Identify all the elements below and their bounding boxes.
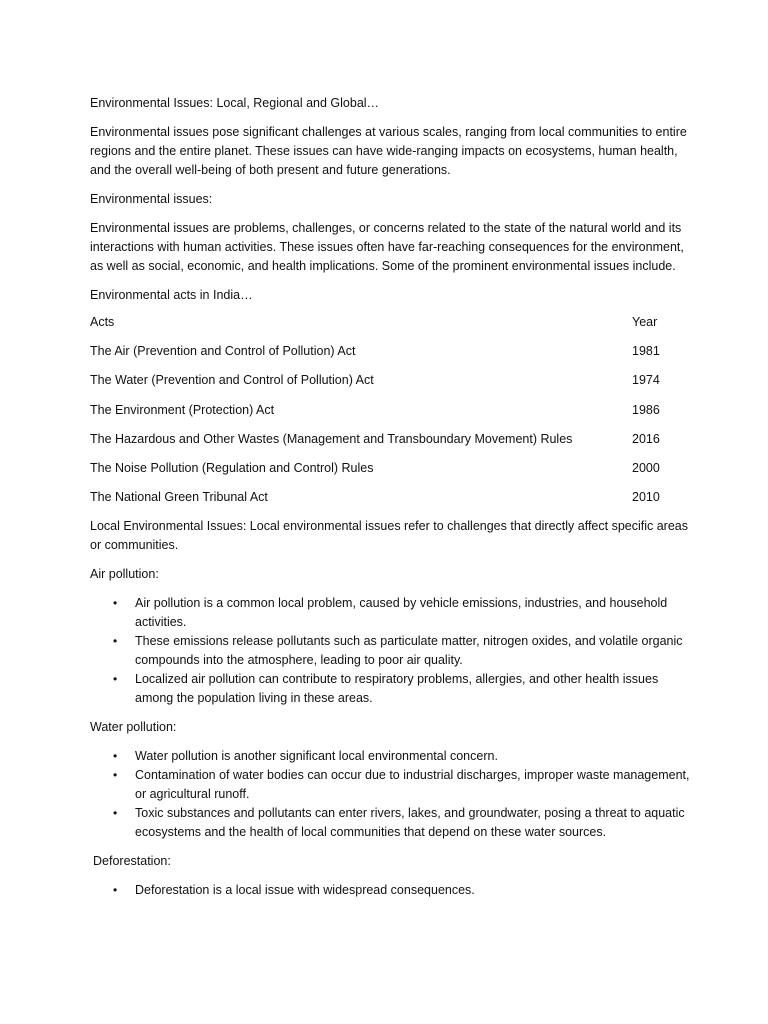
list-item-text: Contamination of water bodies can occur due to industrial discharges, improper waste management, or agricultural runoff. <box>135 768 690 802</box>
act-name: The Water (Prevention and Control of Pollution) Act <box>90 373 374 388</box>
table-row <box>90 401 670 430</box>
bullet-icon: • <box>113 806 118 821</box>
document-body <box>90 94 690 910</box>
bullet-icon: • <box>113 596 118 611</box>
table-header-row <box>90 313 670 342</box>
document-title: Environmental Issues: Local, Regional and Global… <box>90 96 380 110</box>
act-name: The Noise Pollution (Regulation and Control) Rules <box>90 460 374 475</box>
table-row <box>90 371 670 400</box>
bullet-icon: • <box>113 634 118 649</box>
act-name: The Air (Prevention and Control of Pollution) Act <box>90 344 356 359</box>
issues-heading: Environmental issues: <box>90 192 213 206</box>
table-row <box>90 488 670 517</box>
table-row <box>90 430 670 459</box>
issues-paragraph: Environmental issues are problems, challenges, or concerns related to the state of the natural world and its interactions with human activities. These issues often have far-reaching consequences for the environment, as well as social, economic, and health implications. Some of the prominent environmental issues include. <box>90 221 684 273</box>
table-row <box>90 459 670 488</box>
act-year: 1981 <box>632 344 660 359</box>
act-year: 1974 <box>632 373 660 388</box>
acts-table <box>90 313 670 517</box>
list-item <box>113 804 690 842</box>
list-item-text: These emissions release pollutants such as particulate matter, nitrogen oxides, and volatile organic compounds into the atmosphere, leading to poor air quality. <box>135 634 683 668</box>
list-item <box>113 766 690 804</box>
list-item-text: Water pollution is another significant local environmental concern. <box>135 749 498 764</box>
act-year: 1986 <box>632 402 660 417</box>
list-item-text: Localized air pollution can contribute to respiratory problems, allergies, and other health issues among the population living in these areas. <box>135 672 659 706</box>
table-row <box>90 342 670 371</box>
acts-column-header: Acts <box>90 315 115 329</box>
air-pollution-list <box>90 594 690 708</box>
list-item <box>113 594 690 632</box>
list-item <box>113 632 690 670</box>
list-item <box>113 747 690 766</box>
bullet-icon: • <box>113 883 118 898</box>
bullet-icon: • <box>113 768 118 783</box>
list-item-text: Toxic substances and pollutants can enter rivers, lakes, and groundwater, posing a threat to aquatic ecosystems and the health of local communities that depend on these water sources. <box>135 806 685 840</box>
bullet-icon: • <box>113 672 118 687</box>
water-pollution-heading: Water pollution: <box>90 720 177 735</box>
act-year: 2010 <box>632 490 660 505</box>
bullet-icon: • <box>113 749 118 764</box>
air-pollution-heading: Air pollution: <box>90 567 159 582</box>
deforestation-list <box>90 881 690 900</box>
local-issues-paragraph: Local Environmental Issues: Local environmental issues refer to challenges that directly affect specific areas or communities. <box>90 519 688 553</box>
list-item-text: Air pollution is a common local problem, caused by vehicle emissions, industries, and household activities. <box>135 596 668 630</box>
act-name: The Environment (Protection) Act <box>90 402 275 417</box>
act-year: 2000 <box>632 460 660 475</box>
act-year: 2016 <box>632 431 660 446</box>
act-name: The National Green Tribunal Act <box>90 490 268 505</box>
list-item-text: Deforestation is a local issue with widespread consequences. <box>135 883 475 898</box>
act-name: The Hazardous and Other Wastes (Management and Transboundary Movement) Rules <box>90 431 573 446</box>
acts-heading: Environmental acts in India… <box>90 288 253 302</box>
list-item <box>113 670 690 708</box>
water-pollution-list <box>90 747 690 842</box>
deforestation-heading: Deforestation: <box>93 854 171 869</box>
list-item <box>113 881 690 900</box>
year-column-header: Year <box>632 315 658 329</box>
intro-paragraph: Environmental issues pose significant challenges at various scales, ranging from local communities to entire regions and the entire planet. These issues can have wide-ranging impacts on ecosystems, human health, and the overall well-being of both present and future generations. <box>90 125 687 177</box>
